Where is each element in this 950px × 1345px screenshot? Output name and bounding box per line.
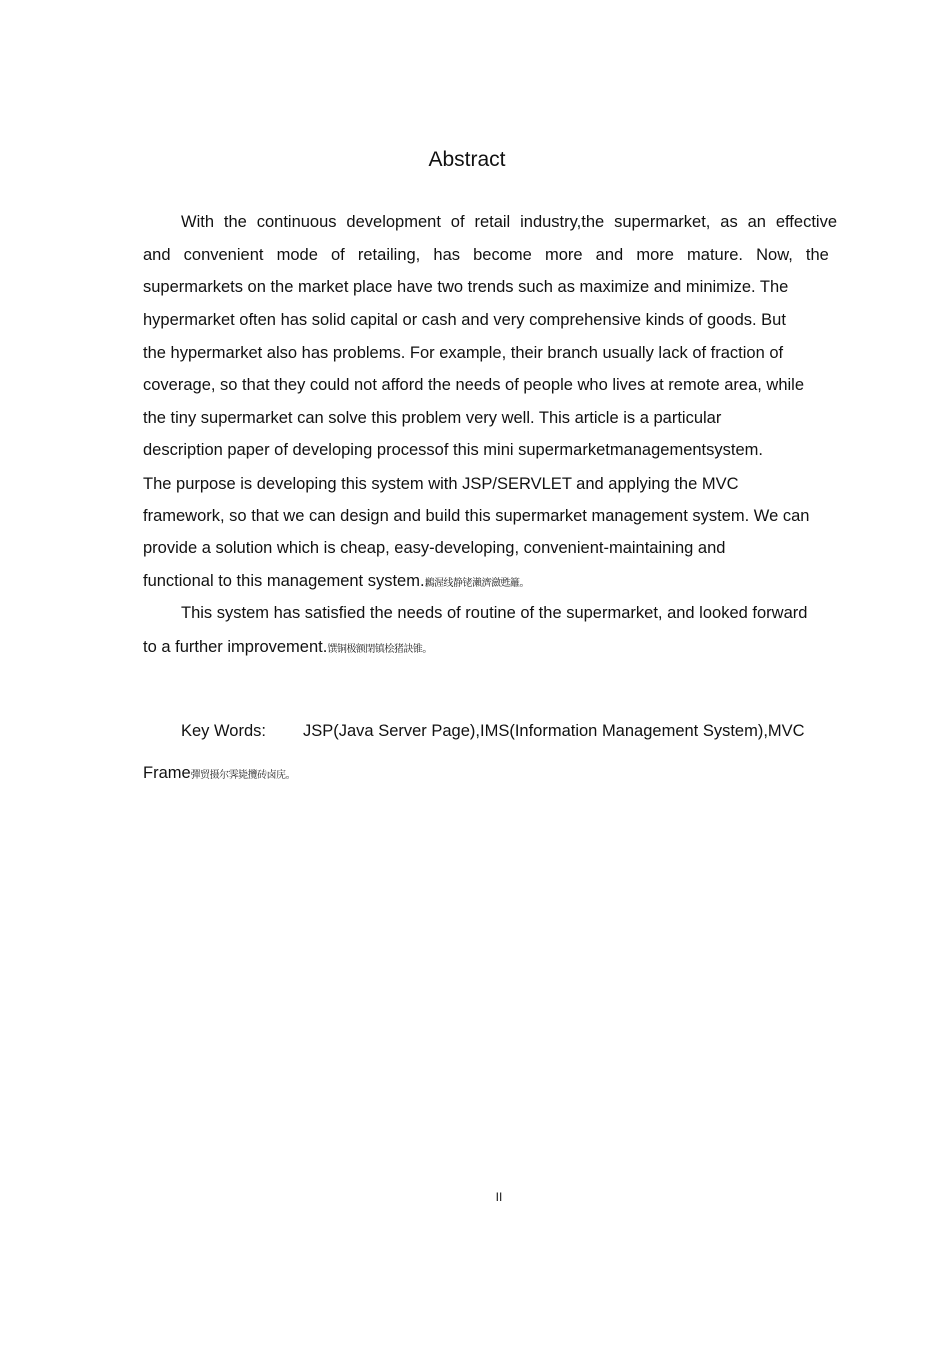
word: mature. <box>687 246 743 264</box>
word: of <box>450 213 465 231</box>
paragraph-line <box>143 408 721 428</box>
paragraph-line <box>143 310 786 330</box>
word: and <box>595 246 624 264</box>
paragraph-line <box>143 343 783 363</box>
word: development <box>346 213 441 231</box>
paragraph-line <box>143 637 432 660</box>
word: the <box>223 213 247 231</box>
word: mode <box>276 246 318 264</box>
garbled-text: 彈贸摄尔霁毙攬砖卤庑。 <box>190 770 296 781</box>
paragraph-line <box>143 506 809 526</box>
keywords-continuation-text: Frame <box>143 764 191 782</box>
line-text: framework, so that we can design and build this supermarket management system. We can <box>143 507 810 525</box>
garbled-text: 鶼渥线静铑瀨濟瀲甦籬。 <box>424 578 530 589</box>
paragraph-line <box>143 245 829 265</box>
word: and <box>143 246 171 264</box>
line-text: coverage, so that they could not afford the needs of people who lives at remote area, while <box>143 376 805 394</box>
garbled-text: 馔铜极额閉镇桧猪訣锥。 <box>327 644 432 655</box>
keywords-label: Key Words: <box>181 722 266 740</box>
abstract-title: Abstract <box>428 148 506 171</box>
word: become <box>473 246 532 264</box>
line-text: hypermarket often has solid capital or cash and very comprehensive kinds of goods. But <box>143 311 786 329</box>
paragraph-line <box>143 571 529 594</box>
line-text: The purpose is developing this system with JSP/SERVLET and applying the MVC <box>143 475 739 493</box>
line-text: provide a solution which is cheap, easy-developing, convenient-maintaining and <box>143 539 726 557</box>
word: effective <box>775 213 837 231</box>
paragraph-line <box>181 212 837 232</box>
word: With <box>181 213 214 231</box>
word: has <box>433 246 460 264</box>
paragraph-line <box>143 538 725 558</box>
word: Now, <box>756 246 793 264</box>
word: retailing, <box>357 246 421 264</box>
line-text: the hypermarket also has problems. For example, their branch usually lack of fraction of <box>143 344 784 362</box>
line-text: the tiny supermarket can solve this problem very well. This article is a particular <box>143 409 722 427</box>
word: supermarket, <box>614 213 711 231</box>
paragraph-line <box>143 277 788 297</box>
keywords-continuation <box>143 764 295 783</box>
line-text: supermarkets on the market place have two trends such as maximize and minimize. The <box>143 278 789 296</box>
word: the <box>805 246 829 264</box>
keywords-text: JSP(Java Server Page),IMS(Information Management System),MVC <box>303 722 805 740</box>
paragraph-line <box>143 474 739 494</box>
word: retail <box>474 213 511 231</box>
word: continuous <box>256 213 337 231</box>
paragraph-line <box>143 375 804 395</box>
word: an <box>747 213 766 231</box>
word: industry,the <box>520 213 605 231</box>
word: of <box>331 246 345 264</box>
line-text: to a further improvement. <box>143 638 328 656</box>
line-text: functional to this management system. <box>143 572 425 590</box>
page-number: II <box>495 1190 503 1204</box>
paragraph-line <box>143 440 763 460</box>
line-text: description paper of developing processof this mini supermarketmanagementsystem. <box>143 441 763 459</box>
paragraph-line <box>181 603 807 623</box>
word: as <box>720 213 738 231</box>
word: convenient <box>183 246 264 264</box>
word: more <box>636 246 674 264</box>
line-text: This system has satisfied the needs of routine of the supermarket, and looked forward <box>181 604 808 622</box>
word: more <box>544 246 583 264</box>
